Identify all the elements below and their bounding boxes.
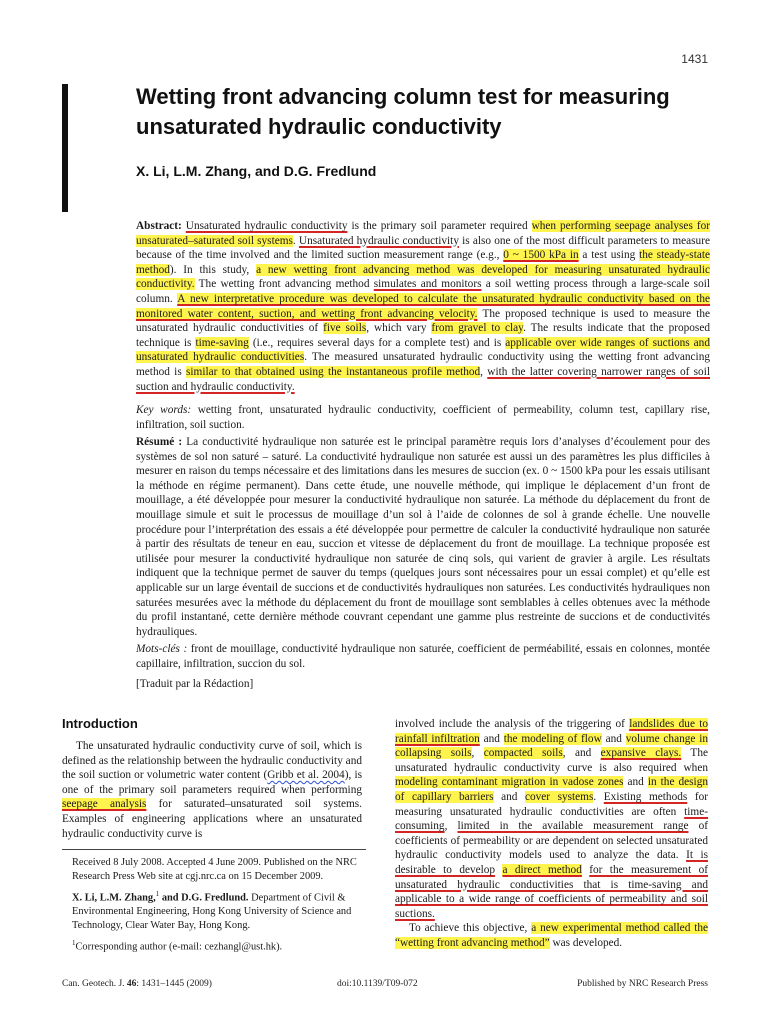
highlighted-phrase: the steady-state method	[136, 249, 710, 276]
highlighted-phrase: in the design of capillary barriers	[395, 776, 708, 803]
highlighted-phrase: a new wetting front advancing method was developed for measuring unsaturated hydraulic conductivity.	[136, 263, 711, 291]
highlighted-phrase: A new interpretative procedure was developed to calculate the unsaturated hydraulic conductivity based on the monitored water content, suction, and wetting front advancing velocity.	[136, 292, 710, 320]
article-title: Wetting front advancing column test for measuring unsaturated hydraulic conductivity	[136, 84, 670, 139]
abstract-label: Abstract:	[136, 220, 182, 232]
publisher: Published by NRC Research Press	[577, 979, 708, 989]
highlighted-phrase: volume change in collapsing soils	[395, 732, 708, 760]
abstract: Abstract: Unsaturated hydraulic conductivity is the primary soil parameter required when performing seepage analyses for unsaturated–saturated soil systems. Unsaturated hydraulic conductivity is also one of the most difficult parameters to measure because of the time involved and the limited suction measurement range (e.g., 0 ~ 1500 kPa in a test using the steady-state method). In this study, a new wetting front advancing method was developed for measuring unsaturated hydraulic conductivity. The wetting front advancing method simulates and monitors a soil wetting process through a large-scale soil column. A new interpretative procedure was developed to calculate the unsaturated hydraulic conductivity based on the monitored water content, suction, and wetting front advancing velocity. The proposed technique is used to measure the unsaturated hydraulic conductivities of five soils, which vary from gravel to clay. The results indicate that the proposed technique is time-saving (i.e., requires several days for a complete test) and is applicable over wide ranges of suctions and unsaturated hydraulic conductivities. The measured unsaturated hydraulic conductivity using the wetting front advancing method is similar to that obtained using the instantaneous profile method, with the latter covering narrower ranges of soil suction and hydraulic conductivity.	[136, 220, 711, 393]
paragraph: To achieve this objective, a new experimental method called the “wetting front advancing method” was developed.	[395, 922, 709, 949]
annotated-phrase: time-consuming	[395, 805, 708, 833]
author-affiliation: X. Li, L.M. Zhang,$^1$ and D.G. Fredlund. Department of Civil & Environmental Engineering, Hong Kong University of Science and Technology, Clear Water Bay, Hong Kong.	[72, 890, 352, 931]
highlighted-phrase: applicable over wide ranges of suctions and unsaturated hydraulic conductivities	[136, 336, 710, 364]
annotated-phrase: simulates and monitors	[373, 278, 482, 291]
resume: Résumé : La conductivité hydraulique non saturée est le principal paramètre requis lors d’analyses d’écoulement pour des systèmes de sol non saturé – saturé. La conductivité hydraulique non saturée est aussi un des paramètres les plus difficiles à mesurer en raison du temps nécessaire et des limitations dans les mesures de succion (ex. 0 ~ 1500 kPa pour les essais utilisant la méthode en régime permanent). Dans cette étude, une nouvelle méthode, qui implique le déplacement d’un front de mouillage, a été développée pour mesurer la conductivité hydraulique non saturée. La méthode du déplacement du front de mouillage simule et suit le processus de mouillage d’un sol à l’aide de colonnes de sol à grande échelle. Une nouvelle procédure pour l’interprétation des essais a été développée pour permettre de calculer la conductivité hydraulique non saturée à partir des résultats de teneur en eau, succion et vitesse de déplacement du front de mouillage. La technique proposée est utilisée pour mesurer la conductivité hydraulique non saturée de cinq sols, qui varient de gravier à argile. Les résultats indiquent que la technique permet de sauver du temps (quelques jours sont nécessaires pour un essai complet) et qu’elle est applicable sur un large éventail de succions et de conductivités hydrauliques non saturées. Les conductivités hydrauliques non saturées mesurées avec la méthode du déplacement du front de mouillage sont semblables à celles obtenues avec la méthode du profil instantané, cette dernière méthode couvrant cependant une gamme plus restreinte de succions et de conductivités hydrauliques.	[136, 436, 710, 638]
keywords: Key words: wetting front, unsaturated hydraulic conductivity, coefficient of permeability, column test, capillary rise, infiltration, soil suction.	[136, 404, 711, 431]
highlighted-phrase: cover systems	[524, 790, 594, 803]
author-list: X. Li, L.M. Zhang, and D.G. Fredlund	[136, 163, 377, 179]
highlighted-phrase: time-saving	[195, 336, 249, 349]
paragraph: involved include the analysis of the triggering of landslides due to rainfall infiltration and the modeling of flow and volume change in collapsing soils, compacted soils, and expansive clays. The unsaturated hydraulic conductivity curve is also required when modeling contaminant migration in vadose zones and in the design of capillary barriers and cover systems. Existing methods for measuring unsaturated hydraulic conductivities are often time-consuming, limited in the available measurement range of coefficients of permeability or are dependent on selected unsaturated hydraulic conductivity models used to analyze the data. It is desirable to develop a direct method for the measurement of unsaturated hydraulic conductivities that is time-saving and applicable to a wide range of coefficients of permeability and soil suctions.	[395, 718, 708, 920]
annotated-phrase: limited in the available measurement range	[457, 820, 689, 833]
doi: doi:10.1139/T09-072	[337, 979, 418, 989]
footnote-rule	[62, 849, 366, 850]
highlighted-phrase: compacted soils	[483, 747, 563, 760]
introduction-heading: Introduction	[62, 716, 138, 731]
highlighted-phrase: landslides due to rainfall infiltration	[395, 718, 708, 745]
citation-link[interactable]: Gribb et al. 2004	[267, 769, 345, 782]
mots-cles-label: Mots-clés :	[136, 643, 188, 655]
annotated-phrase: Unsaturated hydraulic conductivity	[298, 234, 459, 247]
highlighted-phrase: the modeling of flow	[503, 732, 602, 745]
title-bar	[62, 84, 68, 212]
introduction-left-column: The unsaturated hydraulic conductivity curve of soil, which is defined as the relationship between the hydraulic conductivity and the soil suction or volumetric water content (Gribb et al. 2004), is one of the primary soil parameters required when performing seepage analysis for saturated–unsaturated soil systems. Examples of engineering applications where an unsaturated hydraulic conductivity curve is	[62, 740, 363, 840]
annotated-phrase: It is desirable to develop	[395, 849, 708, 876]
highlighted-phrase: 0 ~ 1500 kPa in	[503, 249, 579, 262]
translated-note: [Traduit par la Rédaction]	[136, 678, 254, 690]
annotated-phrase: for the measurement of unsaturated hydraulic conductivities that is time-saving and applicable to a wide range of coefficients of permeability and soil suctions.	[395, 863, 708, 920]
footnote	[72, 856, 366, 960]
highlighted-phrase: similar to that obtained using the instantaneous profile method	[186, 365, 481, 378]
corresponding-author: $^1$Corresponding author (e-mail: cezhangl@ust.hk).	[72, 939, 283, 953]
highlighted-phrase: five soils	[323, 322, 367, 335]
keywords-label: Key words:	[136, 404, 192, 416]
resume-label: Résumé :	[136, 436, 183, 448]
annotated-phrase: with the latter covering narrower ranges of soil suction and hydraulic conductivity.	[136, 365, 710, 393]
highlighted-phrase: modeling contaminant migration in vadose zones	[395, 776, 624, 789]
highlighted-phrase: a new experimental method called the “wetting front advancing method”	[395, 922, 709, 949]
highlighted-phrase: a direct method	[502, 863, 582, 876]
journal-citation: Can. Geotech. J. 46: 1431–1445 (2009)	[62, 979, 212, 989]
annotated-phrase: Existing methods	[603, 790, 688, 803]
received-note: Received 8 July 2008. Accepted 4 June 2009. Published on the NRC Research Press Web site at cgj.nrc.ca on 15 December 2009.	[72, 857, 357, 882]
mots-cles: Mots-clés : front de mouillage, conductivité hydraulique non saturée, coefficient de perméabilité, essais en colonnes, montée capillaire, infiltration, succion du sol.	[136, 643, 711, 670]
annotated-phrase: Unsaturated hydraulic conductivity	[185, 220, 348, 232]
page-number: 1431	[681, 52, 708, 66]
highlighted-phrase: from gravel to clay	[431, 322, 524, 335]
introduction-right-column	[395, 717, 708, 951]
highlighted-phrase: seepage analysis	[62, 798, 147, 811]
highlighted-phrase: when performing seepage analyses for unsaturated–saturated soil systems	[136, 220, 710, 247]
highlighted-phrase: expansive clays.	[600, 747, 682, 760]
